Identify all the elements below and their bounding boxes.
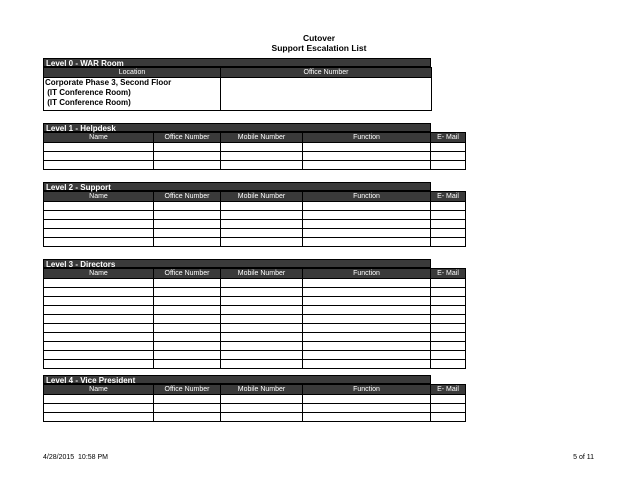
level-2-section [43,182,466,247]
table-cell [44,152,154,161]
table-cell [154,220,221,229]
table-cell [154,395,221,404]
table-cell [431,404,466,413]
table-cell [44,395,154,404]
table-cell [431,297,466,306]
table-cell [44,324,154,333]
column-header: Function [303,385,431,395]
footer-timestamp: 4/28/2015 10:58 PM [43,454,108,461]
table-cell [44,360,154,369]
col-location: Location [44,68,221,78]
table-cell [154,351,221,360]
column-header: Mobile Number [221,269,303,279]
location-line: Corporate Phase 3, Second Floor [45,78,172,87]
table-cell [154,229,221,238]
war-room-section [43,58,432,111]
table-cell [154,161,221,170]
table-cell [303,288,431,297]
table-cell [221,315,303,324]
table-cell [44,279,154,288]
table-cell [221,202,303,211]
table-row [44,220,466,229]
table-cell [221,395,303,404]
war-room-office-number [221,78,432,111]
table-cell [303,315,431,324]
table-cell [303,220,431,229]
table-cell [221,351,303,360]
column-header: Function [303,269,431,279]
table-cell [303,404,431,413]
table-cell [303,306,431,315]
table-row [44,333,466,342]
table-cell [303,297,431,306]
table-row [44,238,466,247]
table-cell [154,143,221,152]
document-subtitle: Support Escalation List [271,43,367,53]
table-row [44,306,466,315]
table-cell [431,351,466,360]
table-row [44,161,466,170]
column-header: Office Number [154,385,221,395]
table-cell [303,360,431,369]
table-cell [44,413,154,422]
level-3-table [43,268,466,369]
column-header: E- Mail [431,192,466,202]
table-cell [44,288,154,297]
table-cell [431,288,466,297]
header-row [44,269,466,279]
table-row [44,143,466,152]
table-cell [44,333,154,342]
table-cell [221,413,303,422]
table-cell [44,220,154,229]
table-cell [154,306,221,315]
table-cell [44,404,154,413]
table-cell [303,279,431,288]
table-cell [154,324,221,333]
level-3-section [43,259,466,369]
table-row [44,297,466,306]
table-row [44,351,466,360]
table-cell [303,395,431,404]
table-cell [154,211,221,220]
table-cell [303,143,431,152]
column-header: Function [303,192,431,202]
table-cell [303,229,431,238]
table-cell [431,395,466,404]
table-cell [154,404,221,413]
table-cell [221,143,303,152]
column-header: Office Number [154,269,221,279]
table-cell [303,161,431,170]
table-cell [44,161,154,170]
table-cell [303,342,431,351]
level-title: Level 4 - Vice President [43,375,431,384]
table-row [44,315,466,324]
table-row [44,229,466,238]
table-row [44,342,466,351]
level-1-section [43,123,466,170]
table-cell [431,161,466,170]
table-cell [431,315,466,324]
table-cell [221,297,303,306]
table-cell [431,143,466,152]
table-cell [303,238,431,247]
table-cell [221,333,303,342]
header-row [44,192,466,202]
table-cell [221,161,303,170]
table-cell [431,211,466,220]
war-room-table [43,67,432,111]
table-cell [44,202,154,211]
table-cell [154,238,221,247]
table-cell [154,152,221,161]
table-cell [221,342,303,351]
column-header: Mobile Number [221,385,303,395]
table-cell [44,229,154,238]
war-room-location [44,78,221,111]
table-cell [44,143,154,152]
table-row [44,404,466,413]
table-cell [303,333,431,342]
table-cell [221,324,303,333]
table-cell [303,202,431,211]
level-1-table [43,132,466,170]
table-cell [221,279,303,288]
column-header: Name [44,192,154,202]
table-cell [303,351,431,360]
table-cell [431,279,466,288]
table-row [44,279,466,288]
table-cell [221,220,303,229]
table-cell [303,211,431,220]
table-cell [44,342,154,351]
table-cell [44,351,154,360]
footer-page-number: 5 of 11 [573,454,594,461]
table-cell [221,404,303,413]
table-cell [303,324,431,333]
table-cell [431,413,466,422]
table-cell [154,360,221,369]
header-row [44,133,466,143]
table-cell [154,315,221,324]
table-cell [221,360,303,369]
table-cell [221,238,303,247]
table-cell [154,288,221,297]
level-title: Level 1 - Helpdesk [43,123,431,132]
col-office-number: Office Number [221,68,432,78]
column-header: E- Mail [431,133,466,143]
table-cell [154,279,221,288]
table-cell [431,342,466,351]
table-cell [154,342,221,351]
column-header: Name [44,385,154,395]
column-header: Mobile Number [221,133,303,143]
table-cell [44,306,154,315]
level-title: Level 3 - Directors [43,259,431,268]
column-header: E- Mail [431,385,466,395]
column-header: Name [44,269,154,279]
column-header: Name [44,133,154,143]
table-cell [221,229,303,238]
document-title: Cutover [302,33,336,43]
column-header: Office Number [154,133,221,143]
level-2-table [43,191,466,247]
table-cell [303,413,431,422]
table-row [44,152,466,161]
table-row [44,288,466,297]
column-header: E- Mail [431,269,466,279]
table-row [44,413,466,422]
table-row [44,324,466,333]
table-cell [431,360,466,369]
level-title: Level 2 - Support [43,182,431,191]
column-header: Function [303,133,431,143]
header-row [44,385,466,395]
table-cell [44,238,154,247]
table-cell [44,211,154,220]
location-line: (IT Conference Room) [45,88,131,97]
table-cell [154,297,221,306]
war-room-title: Level 0 - WAR Room [43,58,431,67]
table-row [44,395,466,404]
table-cell [221,152,303,161]
table-cell [303,152,431,161]
table-cell [431,238,466,247]
table-row [44,211,466,220]
table-cell [431,306,466,315]
table-cell [431,333,466,342]
table-cell [431,324,466,333]
table-cell [154,413,221,422]
table-row [44,360,466,369]
table-cell [44,297,154,306]
column-header: Office Number [154,192,221,202]
table-cell [221,306,303,315]
table-cell [431,220,466,229]
table-cell [221,288,303,297]
table-cell [431,229,466,238]
location-line: (IT Conference Room) [45,98,131,107]
table-row [44,202,466,211]
level-4-table [43,384,466,422]
table-cell [154,202,221,211]
table-cell [431,202,466,211]
level-4-section [43,375,466,422]
table-cell [431,152,466,161]
table-cell [221,211,303,220]
table-cell [44,315,154,324]
table-cell [154,333,221,342]
column-header: Mobile Number [221,192,303,202]
